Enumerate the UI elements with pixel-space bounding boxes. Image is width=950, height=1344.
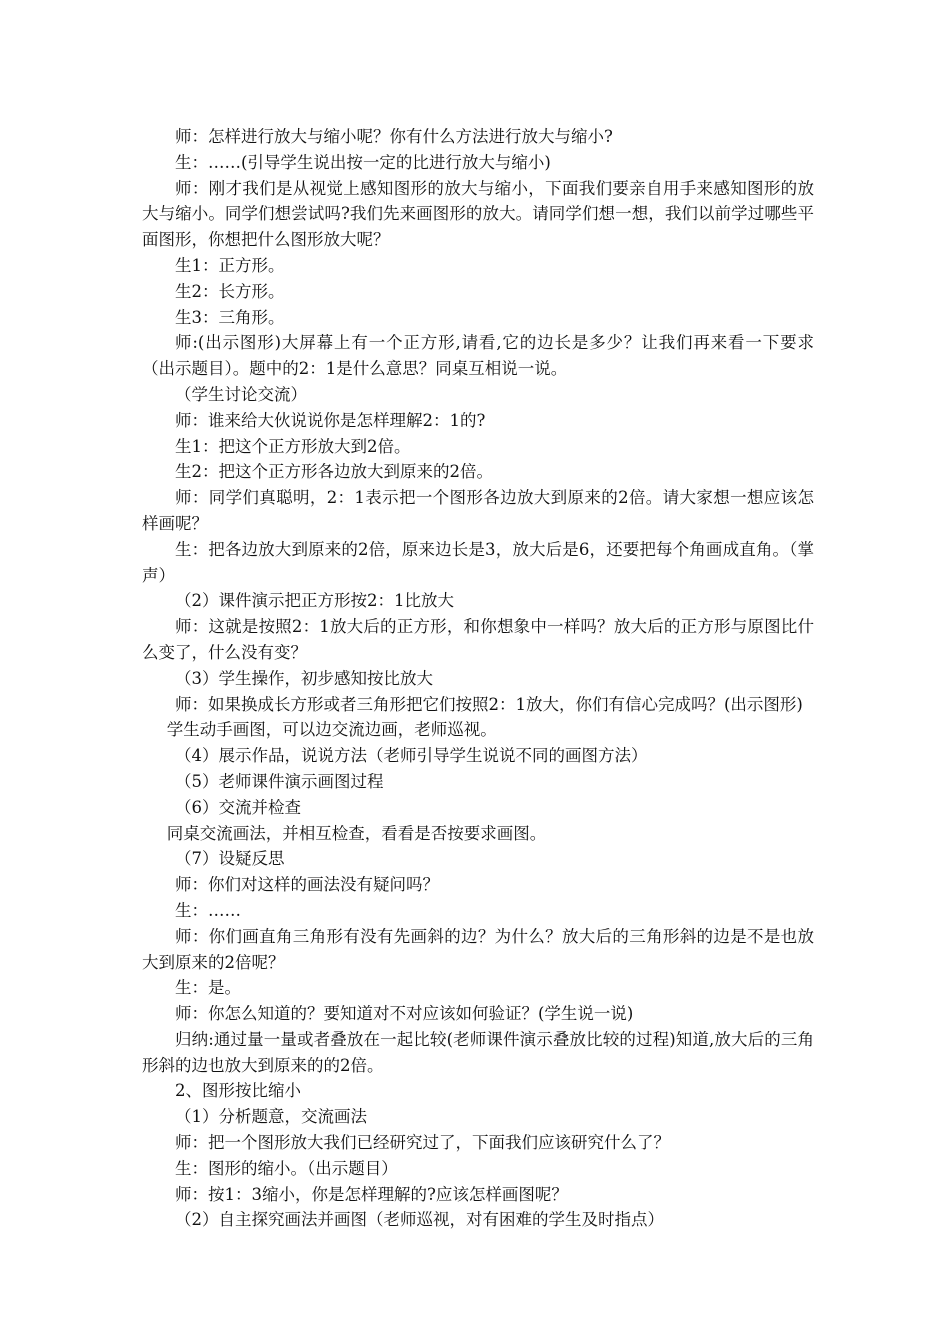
section-heading: 2、图形按比缩小 (175, 1081, 301, 1101)
document-body (142, 124, 814, 1233)
paragraph: 生：是。 (175, 978, 241, 998)
paragraph: 师：如果换成长方形或者三角形把它们按照2：1放大，你们有信心完成吗？(出示图形) (175, 694, 803, 714)
paragraph: 师：刚才我们是从视觉上感知图形的放大与缩小，下面我们要亲自用手来感知图形的放大与缩小。同学们想尝试吗?我们先来画图形的放大。请同学们想一想，我们以前学过哪些平面图形，你想把什么图形放大呢？ (142, 178, 814, 250)
paragraph: 生1：把这个正方形放大到2倍。 (175, 436, 411, 456)
paragraph: 师：怎样进行放大与缩小呢？你有什么方法进行放大与缩小? (175, 127, 613, 146)
paragraph: （6）交流并检查 (175, 797, 301, 817)
paragraph: 归纳:通过量一量或者叠放在一起比较(老师课件演示叠放比较的过程)知道,放大后的三角形斜的边也放大到原来的的2倍。 (142, 1029, 814, 1075)
paragraph: 生1：正方形。 (175, 255, 285, 275)
paragraph: （3）学生操作，初步感知按比放大 (175, 668, 433, 688)
paragraph: 师：同学们真聪明，2：1表示把一个图形各边放大到原来的2倍。请大家想一想应该怎样画呢？ (142, 488, 814, 533)
paragraph: 生：图形的缩小。（出示题目） (175, 1158, 398, 1178)
paragraph: （2）课件演示把正方形按2：1比放大 (175, 591, 454, 611)
paragraph: 师:(出示图形)大屏幕上有一个正方形,请看,它的边长是多少？让我们再来看一下要求（出示题目）。题中的2：1是什么意思？同桌互相说一说。 (142, 333, 814, 379)
paragraph: 同桌交流画法，并相互检查，看看是否按要求画图。 (166, 823, 547, 843)
paragraph: 师：这就是按照2：1放大后的正方形，和你想象中一样吗？放大后的正方形与原图比什么变了，什么没有变？ (142, 617, 814, 662)
paragraph: （学生讨论交流） (175, 384, 307, 404)
paragraph: 师：你们对这样的画法没有疑问吗？ (175, 875, 439, 895)
paragraph: 师：你怎么知道的？要知道对不对应该如何验证？(学生说一说) (175, 1004, 634, 1024)
paragraph: 生：…… (175, 900, 241, 920)
paragraph: 师：把一个图形放大我们已经研究过了，下面我们应该研究什么了？ (175, 1133, 670, 1153)
paragraph: 师：按1：3缩小，你是怎样理解的?应该怎样画图呢？ (175, 1184, 568, 1204)
paragraph: （2）自主探究画法并画图（老师巡视，对有困难的学生及时指点） (175, 1210, 664, 1230)
paragraph: （5）老师课件演示画图过程 (175, 771, 384, 791)
paragraph: 生：把各边放大到原来的2倍，原来边长是3，放大后是6，还要把每个角画成直角。（掌声） (142, 539, 814, 585)
paragraph: （4）展示作品，说说方法（老师引导学生说说不同的画图方法） (175, 746, 648, 766)
paragraph: 生2：把这个正方形各边放大到原来的2倍。 (175, 462, 493, 482)
paragraph: 生2：长方形。 (175, 281, 285, 301)
paragraph: （1）分析题意，交流画法 (175, 1107, 367, 1127)
paragraph: 师：谁来给大伙说说你是怎样理解2：1的? (175, 410, 486, 430)
paragraph: 生3：三角形。 (175, 307, 285, 327)
paragraph: 师：你们画直角三角形有没有先画斜的边？为什么？放大后的三角形斜的边是不是也放大到原来的2倍呢？ (142, 926, 814, 972)
paragraph: （7）设疑反思 (175, 849, 285, 869)
paragraph: 生：……(引导学生说出按一定的比进行放大与缩小) (175, 152, 551, 172)
paragraph: 学生动手画图，可以边交流边画，老师巡视。 (166, 720, 497, 740)
